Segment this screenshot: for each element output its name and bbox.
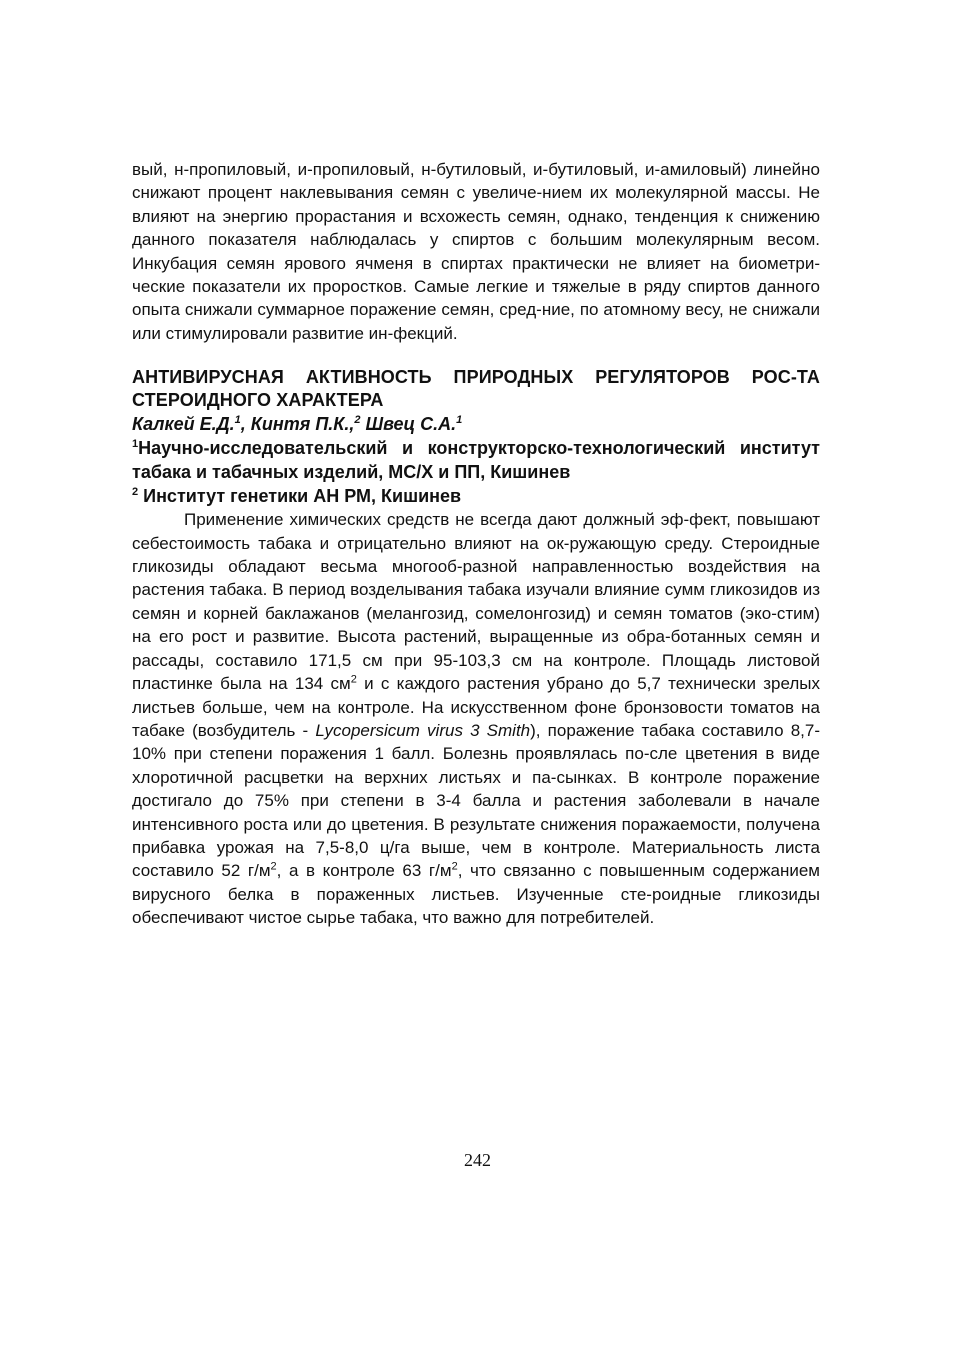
author-superscript: 2 [354, 414, 361, 427]
body-text: ), поражение табака составило 8,7- 10% при степени поражения 1 балл. Болезнь проявлялась по-сле цветения в виде хлоротичной расцветки на верхних листьях и па-сынках. В контроле поражение достигало до 75% при степени в 3-4 балла и растения заболевали в начале интенсивного роста или до цветения. В результате снижения поражаемости, получена прибавка урожая на 7,5-8,0 ц/га выше, чем в контроле. Материальность листа составило 52 г/м [132, 720, 821, 881]
body-text: , а в контроле 63 г/м [276, 861, 452, 881]
article-title: АНТИВИРУСНАЯ АКТИВНОСТЬ ПРИРОДНЫХ РЕГУЛЯТОРОВ РОС-ТА СТЕРОИДНОГО ХАРАКТЕРА [132, 367, 820, 411]
affiliation-2 [132, 484, 820, 508]
superscript: 2 [270, 860, 277, 873]
body-text: и с каждого растения убрано до 5,7 технически зрелых листьев больше, чем на контроле. На искусственном фоне бронзовости томатов на табаке (возбудитель - [132, 674, 820, 740]
intro-paragraph: вый, н-пропиловый, и-пропиловый, н-бутиловый, и-бутиловый, и-амиловый) линейно снижают процент наклевывания семян с увеличе-нием их молекулярной массы. Не влияют на энергию прорастания и всхожесть семян, однако, тенденция к снижению данного показателя наблюдалась у спиртов с большим молекулярным весом. Инкубация семян ярового ячменя в спиртах практически не влияет на биометри-ческие показатели их проростков. Самые легкие и тяжелые в ряду спиртов данного опыта снижали суммарное поражение семян, сред-ние, по атомному весу, не снижали или стимулировали развитие ин-фекций. [132, 160, 820, 343]
body-text: Применение химических средств не всегда дают должный эф-фект, повышают себестоимость табака и отрицательно влияют на ок-ружающую среду. Стероидные гликозиды обладают весьма многооб-разной направленностью воздействия на растения табака. В период возделывания табака изучали влияние сумм гликозидов из семян и корней баклажанов (мелангозид, сомелонгозид) и семян томатов (эко-стим) на его рост и развитие. Высота растений, выращенные из обра-ботанных семян и рассады, составило 171,5 см при 95-103,3 см на контроле. Площадь листовой пластинке была на 134 см [132, 510, 820, 694]
article-authors [132, 412, 820, 436]
author-name: Калкей Е.Д. [132, 414, 235, 435]
affiliation-text: Институт генетики АН РМ, Кишинев [138, 486, 462, 507]
affiliation-1 [132, 436, 820, 484]
body-text: , что связанно с повышенным содержанием вирусного белка в пораженных листьев. Изученные сте-роидные гликозиды обеспечивают чистое сырье табака, что важно для потребителей. [132, 861, 820, 928]
author-name: Швец С.А. [365, 414, 457, 435]
superscript: 2 [451, 860, 458, 873]
superscript: 2 [350, 673, 357, 686]
author-superscript: 1 [456, 414, 463, 427]
pathogen-name: Lycopersicum virus 3 Smith [315, 720, 531, 740]
affiliation-superscript: 1 [132, 438, 139, 451]
affiliation-text: Научно-исследовательский и конструкторско-технологический институт табака и табачных изделий, МС/Х и ПП, Кишинев [132, 438, 820, 483]
page-number: 242 [464, 1150, 491, 1170]
document-page [132, 158, 820, 930]
author-separator: , [240, 414, 251, 435]
author-name: Кинтя П.К., [250, 414, 355, 435]
author-superscript: 1 [234, 414, 241, 427]
affiliation-superscript: 2 [132, 486, 139, 499]
abstract-body [132, 508, 820, 929]
